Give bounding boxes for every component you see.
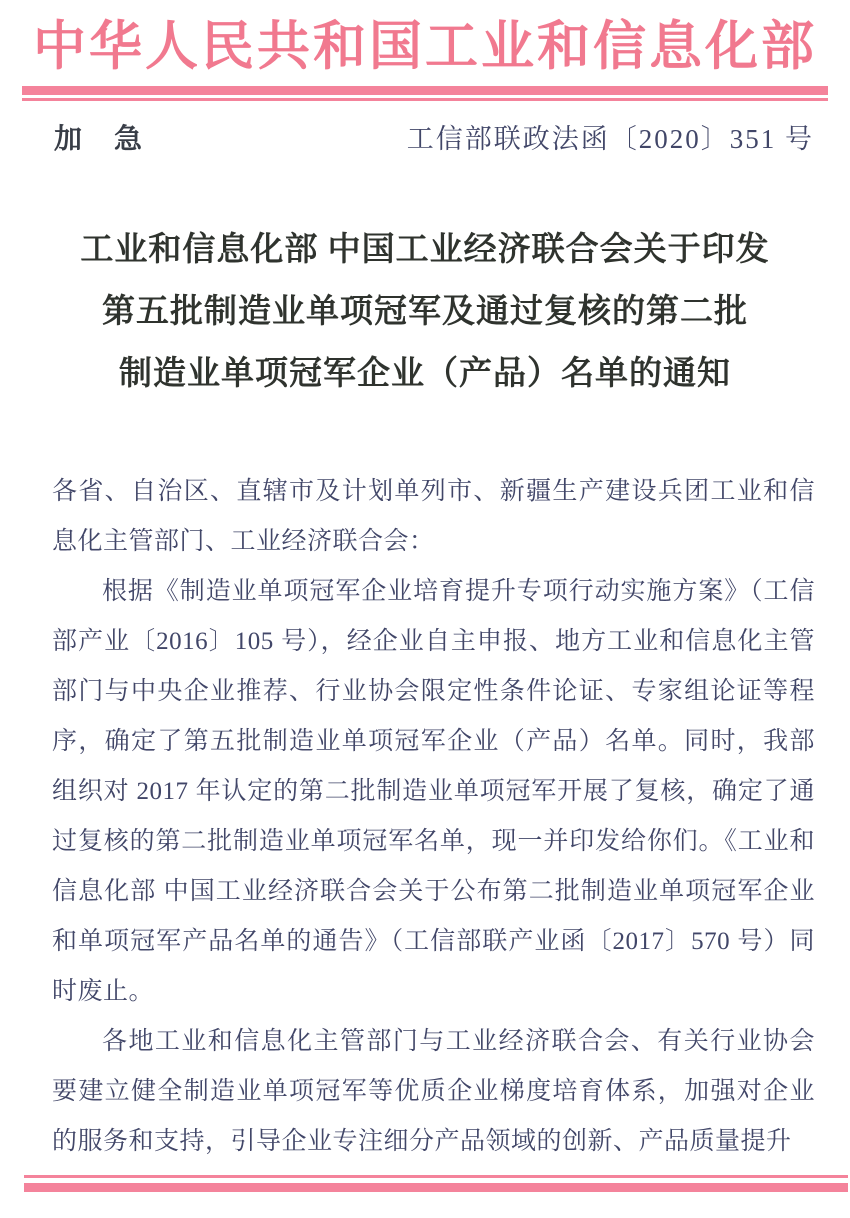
header-divider-thin-line — [22, 98, 828, 101]
notice-body — [52, 467, 815, 1167]
header-divider-thick-line — [22, 86, 828, 95]
meta-row — [54, 117, 814, 157]
document-number: 工信部联政法函〔2020〕351 号 — [406, 123, 814, 154]
notice-title — [0, 219, 850, 405]
footer-divider-thick-line — [24, 1183, 848, 1192]
notice-title-line-1: 工业和信息化部 中国工业经济联合会关于印发 — [80, 231, 770, 268]
masthead — [0, 0, 850, 80]
notice-title-line-2: 第五批制造业单项冠军及通过复核的第二批 — [102, 293, 748, 330]
agency-name: 中华人民共和国工业和信息化部 — [33, 18, 817, 76]
header-divider — [22, 86, 828, 101]
footer-divider — [24, 1175, 848, 1192]
salutation: 各省、自治区、直辖市及计划单列市、新疆生产建设兵团工业和信息化主管部门、工业经济联合会： — [52, 477, 815, 555]
notice-title-line-3: 制造业单项冠军企业（产品）名单的通知 — [119, 355, 731, 392]
body-paragraph-2: 各地工业和信息化主管部门与工业经济联合会、有关行业协会要建立健全制造业单项冠军等优质企业梯度培育体系，加强对企业的服务和支持，引导企业专注细分产品领域的创新、产品质量提升 — [52, 1027, 815, 1155]
body-paragraph-1: 根据《制造业单项冠军企业培育提升专项行动实施方案》（工信部产业〔2016〕105 号），经企业自主申报、地方工业和信息化主管部门与中央企业推荐、行业协会限定性条件论证、专家组论证等程序，确定了第五批制造业单项冠军企业（产品）名单。同时，我部组织对 2017 年认定的第二批制造业单项冠军开展了复核，确定了通过复核的第二批制造业单项冠军名单，现一并印发给你们。《工业和信息化部 中国工业经济联合会关于公布第二批制造业单项冠军企业和单项冠军产品名单的通告》（工信部联产业函〔2017〕570 号）同时废止。 — [52, 577, 815, 1005]
footer-divider-thin-line — [24, 1175, 848, 1178]
urgency-label: 加 急 — [54, 122, 145, 154]
